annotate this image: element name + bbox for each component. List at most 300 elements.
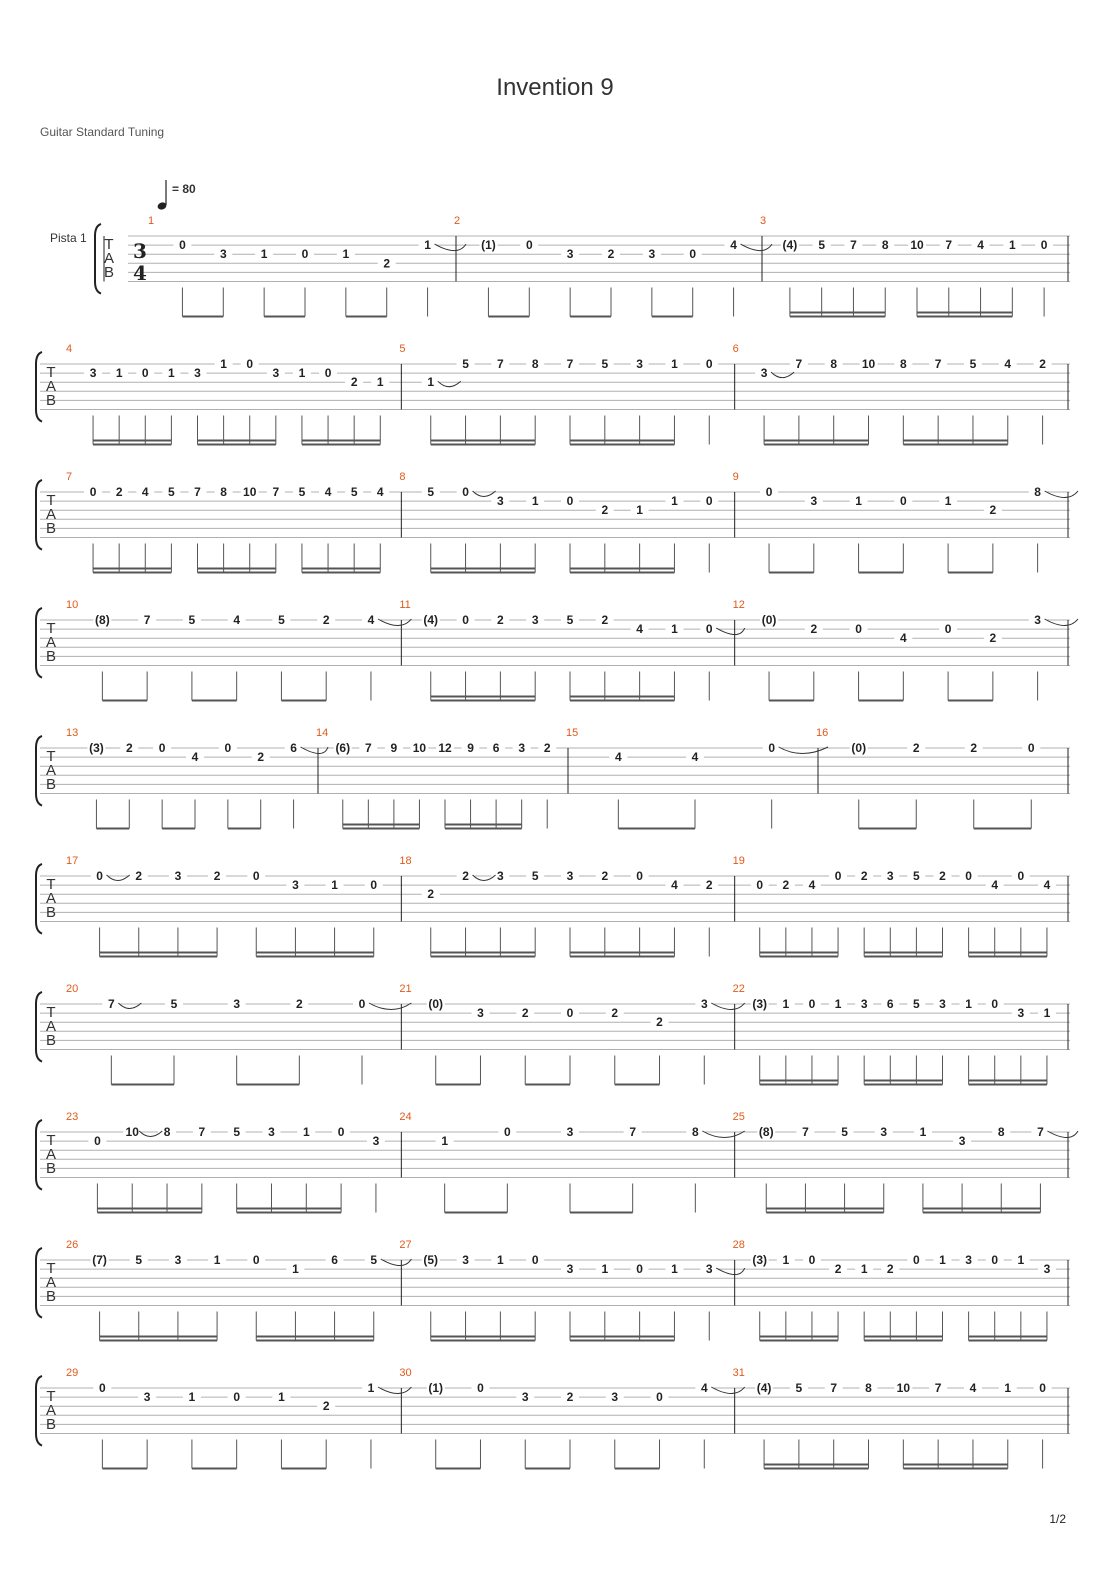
fret-number: 3 <box>89 366 97 381</box>
fret-number: 7 <box>795 357 803 371</box>
fret-number: 7 <box>1037 1125 1044 1139</box>
tab-clef-letter: A <box>103 250 115 267</box>
fret-number: 2 <box>383 256 391 271</box>
measure-number: 16 <box>816 727 829 739</box>
fret-number: 0 <box>141 366 149 381</box>
measure-number: 19 <box>732 855 745 867</box>
fret-number: 1 <box>636 503 643 518</box>
fret-number: 5 <box>370 1253 378 1267</box>
fret-number: 8 <box>997 1125 1005 1139</box>
score-title: Invention 9 <box>496 74 614 101</box>
tab-clef-letter: A <box>45 634 57 651</box>
fret-number: 2 <box>543 741 551 755</box>
fret-number: 1 <box>855 494 862 509</box>
fret-number: 2 <box>125 741 133 755</box>
measure-number: 20 <box>66 983 79 995</box>
tab-clef-letter: T <box>46 748 56 765</box>
fret-number: 5 <box>298 485 306 499</box>
fret-number: 0 <box>503 1125 511 1139</box>
fret-number: 3 <box>566 869 574 883</box>
tab-system <box>95 215 1070 317</box>
fret-number: 9 <box>390 741 398 755</box>
fret-number: 3 <box>1043 1262 1051 1277</box>
fret-number: 2 <box>912 741 920 755</box>
fret-number: 8 <box>865 1381 872 1395</box>
tab-clef-letter: B <box>45 1416 57 1433</box>
measure-number: 22 <box>732 983 745 995</box>
fret-number: 2 <box>322 613 330 627</box>
fret-number: 1 <box>220 357 227 371</box>
tab-clef-letter: A <box>45 1146 57 1163</box>
fret-number: 6 <box>492 741 500 755</box>
measure-number: 1 <box>148 215 155 227</box>
fret-number: 3 <box>566 247 574 262</box>
fret-number: 0 <box>89 485 97 499</box>
fret-number: 7 <box>934 357 942 371</box>
fret-number: 6 <box>331 1253 338 1267</box>
fret-number: 7 <box>850 238 857 253</box>
fret-number: 5 <box>135 1253 143 1267</box>
fret-number: 7 <box>364 741 372 755</box>
fret-number: 3 <box>705 1262 713 1277</box>
fret-number: 3 <box>194 366 201 381</box>
measure-number: 31 <box>732 1367 745 1379</box>
measure-number: 6 <box>732 343 739 355</box>
tab-clef-letter: B <box>45 520 57 537</box>
fret-number: 1 <box>944 494 952 509</box>
fret-number: (0) <box>851 741 867 755</box>
fret-number: 4 <box>1004 357 1012 371</box>
fret-number: 1 <box>965 997 972 1011</box>
fret-number: 0 <box>944 622 952 637</box>
fret-number: 0 <box>179 238 186 253</box>
fret-number: 4 <box>376 485 384 499</box>
fret-number: 3 <box>636 357 643 371</box>
fret-number: 3 <box>611 1390 619 1405</box>
fret-number: 6 <box>290 741 297 755</box>
measure-number: 9 <box>732 471 739 483</box>
tab-clef-letter: B <box>45 648 57 665</box>
system-bracket <box>36 1376 42 1446</box>
fret-number: 1 <box>188 1390 196 1405</box>
measure-number: 24 <box>399 1111 412 1123</box>
fret-number: 3 <box>1017 1006 1025 1021</box>
tab-clef-letter: B <box>103 264 115 281</box>
fret-number: 5 <box>795 1381 803 1395</box>
fret-number: 2 <box>607 247 615 262</box>
fret-number: 0 <box>94 1134 101 1149</box>
tab-system <box>36 727 1070 829</box>
fret-number: 1 <box>860 1262 868 1277</box>
fret-number: 3 <box>1034 613 1041 627</box>
fret-number: 3 <box>521 1390 529 1405</box>
tab-clef-letter: T <box>46 1260 56 1277</box>
tab-system <box>36 1111 1078 1213</box>
fret-number: 1 <box>298 366 306 381</box>
fret-number: 2 <box>322 1399 330 1414</box>
measure-number: 2 <box>454 215 461 227</box>
fret-number: 0 <box>252 869 260 883</box>
fret-number: 0 <box>636 869 643 883</box>
fret-number: 2 <box>1039 357 1046 371</box>
system-bracket <box>36 992 42 1062</box>
fret-number: 2 <box>295 997 303 1011</box>
fret-number: 1 <box>424 238 431 253</box>
fret-number: 1 <box>671 357 678 371</box>
fret-number: (0) <box>761 613 777 627</box>
measure-number: 14 <box>316 727 329 739</box>
fret-number: 1 <box>939 1253 946 1267</box>
measure-number: 23 <box>66 1111 79 1123</box>
measure-number: 7 <box>66 471 73 483</box>
fret-number: 5 <box>233 1125 241 1139</box>
fret-number: 4 <box>977 238 984 253</box>
fret-number: 0 <box>855 622 862 637</box>
fret-number: (6) <box>335 741 351 755</box>
fret-number: 0 <box>913 1253 920 1267</box>
fret-number: 0 <box>252 1253 260 1267</box>
fret-number: 0 <box>705 357 713 371</box>
fret-number: 4 <box>700 1381 708 1395</box>
fret-number: 4 <box>808 878 816 893</box>
system-bracket <box>36 480 42 550</box>
fret-number: 2 <box>497 613 504 627</box>
tab-clef-letter: B <box>45 392 57 409</box>
system-bracket <box>36 1248 42 1318</box>
measure-number: 21 <box>399 983 412 995</box>
fret-number: 10 <box>910 238 924 253</box>
tab-clef-letter: A <box>45 378 57 395</box>
fret-number: 7 <box>497 357 504 371</box>
fret-number: 2 <box>810 622 818 637</box>
tab-systems <box>36 215 1078 1469</box>
tab-clef-letter: T <box>46 1132 56 1149</box>
fret-number: 10 <box>896 1381 911 1395</box>
fret-number: 0 <box>808 997 816 1011</box>
fret-number: 2 <box>601 869 609 883</box>
time-signature-bottom: 4 <box>133 261 147 285</box>
fret-number: 5 <box>566 613 574 627</box>
fret-number: 4 <box>1043 878 1051 893</box>
fret-number: 8 <box>531 357 539 371</box>
fret-number: 0 <box>765 485 773 499</box>
tab-system <box>36 983 1070 1085</box>
measure-number: 4 <box>66 343 73 355</box>
fret-number: 1 <box>671 1262 678 1277</box>
fret-number: 1 <box>1008 238 1016 253</box>
fret-number: 3 <box>292 878 299 893</box>
fret-number: 2 <box>427 887 435 902</box>
fret-number: 1 <box>834 997 842 1011</box>
fret-number: (0) <box>428 997 444 1011</box>
tab-clef-letter: B <box>45 1288 57 1305</box>
fret-number: 4 <box>233 613 241 627</box>
fret-number: 1 <box>427 375 435 390</box>
tab-clef-letter: B <box>45 1160 57 1177</box>
tab-clef-letter: T <box>46 1004 56 1021</box>
fret-number: 0 <box>808 1253 816 1267</box>
fret-number: 0 <box>337 1125 345 1139</box>
fret-number: (4) <box>756 1381 772 1395</box>
fret-number: 2 <box>611 1006 619 1021</box>
fret-number: 0 <box>834 869 842 883</box>
system-bracket <box>95 224 101 294</box>
measure-number: 5 <box>399 343 406 355</box>
fret-number: 3 <box>700 997 708 1011</box>
fret-number: 5 <box>462 357 469 371</box>
fret-number: 1 <box>1004 1381 1012 1395</box>
fret-number: 3 <box>462 1253 469 1267</box>
fret-number: 0 <box>462 613 469 627</box>
fret-number: 5 <box>969 357 977 371</box>
fret-number: 7 <box>934 1381 942 1395</box>
fret-number: 1 <box>260 247 268 262</box>
fret-number: 4 <box>991 878 999 893</box>
fret-number: 2 <box>656 1015 663 1030</box>
fret-number: 3 <box>497 494 504 509</box>
tab-clef-letter: A <box>45 1274 57 1291</box>
fret-number: (4) <box>782 238 798 253</box>
fret-number: 2 <box>257 750 265 765</box>
fret-number: 1 <box>342 247 350 262</box>
fret-number: 3 <box>174 1253 182 1267</box>
tab-clef-letter: A <box>45 762 57 779</box>
tempo-marking <box>157 180 196 211</box>
fret-number: 2 <box>521 1006 529 1021</box>
fret-number: (7) <box>92 1253 107 1267</box>
fret-number: 3 <box>531 613 539 627</box>
fret-number: (8) <box>758 1125 774 1139</box>
fret-number: 1 <box>1043 1006 1051 1021</box>
fret-number: 2 <box>601 503 609 518</box>
fret-number: 7 <box>802 1125 809 1139</box>
fret-number: 3 <box>518 741 526 755</box>
fret-number: 4 <box>899 631 907 646</box>
measure-number: 13 <box>66 727 79 739</box>
fret-number: 7 <box>830 1381 838 1395</box>
fret-number: 0 <box>233 1390 241 1405</box>
fret-number: 1 <box>331 878 338 893</box>
fret-number: 1 <box>1017 1253 1025 1267</box>
fret-number: 3 <box>648 247 656 262</box>
tab-system <box>36 343 1070 445</box>
fret-number: 5 <box>350 485 358 499</box>
fret-number: 0 <box>531 1253 539 1267</box>
fret-number: (3) <box>752 1253 768 1267</box>
fret-number: 0 <box>1017 869 1025 883</box>
fret-number: (8) <box>95 613 110 627</box>
measure-number: 27 <box>399 1239 412 1251</box>
fret-number: 2 <box>566 1390 574 1405</box>
fret-number: 5 <box>427 485 435 499</box>
fret-number: 4 <box>969 1381 977 1395</box>
fret-number: 2 <box>834 1262 842 1277</box>
fret-number: 3 <box>143 1390 151 1405</box>
measure-number: 17 <box>66 855 79 867</box>
fret-number: 8 <box>899 357 907 371</box>
fret-number: 4 <box>324 485 332 499</box>
fret-number: (4) <box>423 613 439 627</box>
tuning-label: Guitar Standard Tuning <box>40 125 165 139</box>
fret-number: 1 <box>292 1262 299 1277</box>
fret-number: 1 <box>497 1253 504 1267</box>
measure-number: 3 <box>760 215 767 227</box>
fret-number: 3 <box>233 997 241 1011</box>
tab-clef-letter: T <box>46 492 56 509</box>
fret-number: 0 <box>566 494 574 509</box>
tab-clef-letter: B <box>45 1032 57 1049</box>
fret-number: 2 <box>135 869 143 883</box>
fret-number: 0 <box>1027 741 1035 755</box>
fret-number: 3 <box>174 869 182 883</box>
measure-number: 11 <box>399 599 411 611</box>
fret-number: 9 <box>467 741 474 755</box>
fret-number: 3 <box>958 1134 966 1149</box>
system-bracket <box>36 608 42 678</box>
measure-number: 30 <box>399 1367 412 1379</box>
fret-number: 0 <box>99 1381 106 1395</box>
fret-number: 3 <box>939 997 946 1011</box>
fret-number: (1) <box>481 238 496 253</box>
fret-number: 3 <box>860 997 868 1011</box>
fret-number: 0 <box>1040 238 1048 253</box>
fret-number: 5 <box>170 997 178 1011</box>
fret-number: 5 <box>601 357 609 371</box>
system-bracket <box>36 352 42 422</box>
tab-clef-letter: B <box>45 776 57 793</box>
fret-number: 10 <box>861 357 876 371</box>
fret-number: 5 <box>913 997 920 1011</box>
fret-number: 5 <box>818 238 826 253</box>
fret-number: 7 <box>566 357 574 371</box>
fret-number: 0 <box>689 247 697 262</box>
fret-number: 4 <box>614 750 622 765</box>
fret-number: 3 <box>566 1125 574 1139</box>
tab-clef-letter: A <box>45 506 57 523</box>
fret-number: 3 <box>372 1134 380 1149</box>
measure-number: 25 <box>732 1111 745 1123</box>
fret-number: 5 <box>913 869 920 883</box>
fret-number: (3) <box>89 741 104 755</box>
fret-number: 0 <box>1039 1381 1046 1395</box>
fret-number: 3 <box>566 1262 574 1277</box>
tab-clef-letter: A <box>45 1402 57 1419</box>
fret-number: 0 <box>636 1262 643 1277</box>
measure-number: 10 <box>66 599 79 611</box>
fret-number: 1 <box>782 1253 790 1267</box>
fret-number: 2 <box>213 869 221 883</box>
fret-number: 4 <box>691 750 699 765</box>
tab-system <box>36 1239 1070 1341</box>
tab-system <box>36 599 1078 701</box>
system-bracket <box>36 864 42 934</box>
fret-number: 0 <box>158 741 166 755</box>
tab-clef-letter: B <box>45 904 57 921</box>
fret-number: 0 <box>477 1381 484 1395</box>
fret-number: 8 <box>163 1125 171 1139</box>
fret-number: 1 <box>919 1125 927 1139</box>
fret-number: 8 <box>220 485 227 499</box>
fret-number: 10 <box>412 741 427 755</box>
fret-number: 4 <box>191 750 199 765</box>
fret-number: 3 <box>880 1125 888 1139</box>
fret-number: 5 <box>188 613 196 627</box>
fret-number: 5 <box>531 869 539 883</box>
fret-number: 0 <box>462 485 469 499</box>
fret-number: 7 <box>194 485 201 499</box>
fret-number: 4 <box>141 485 149 499</box>
fret-number: 0 <box>705 494 713 509</box>
tab-clef-letter: A <box>45 1018 57 1035</box>
fret-number: 3 <box>965 1253 972 1267</box>
fret-number: 1 <box>671 622 678 637</box>
fret-number: 1 <box>213 1253 221 1267</box>
tab-system <box>36 855 1070 957</box>
fret-number: 7 <box>107 997 115 1011</box>
fret-number: 0 <box>370 878 378 893</box>
measure-number: 8 <box>399 471 406 483</box>
fret-number: 1 <box>441 1134 449 1149</box>
fret-number: 4 <box>367 613 375 627</box>
fret-number: 0 <box>566 1006 574 1021</box>
fret-number: 2 <box>115 485 123 499</box>
fret-number: 5 <box>278 613 285 627</box>
fret-number: 0 <box>301 247 309 262</box>
fret-number: 7 <box>945 238 953 253</box>
fret-number: 1 <box>278 1390 285 1405</box>
fret-number: 10 <box>125 1125 139 1139</box>
fret-number: 0 <box>525 238 533 253</box>
fret-number: 5 <box>168 485 175 499</box>
fret-number: 0 <box>768 741 776 755</box>
tab-clef-letter: A <box>45 890 57 907</box>
fret-number: 2 <box>860 869 868 883</box>
fret-number: (5) <box>423 1253 439 1267</box>
measure-number: 29 <box>66 1367 79 1379</box>
fret-number: 3 <box>272 366 280 381</box>
fret-number: 12 <box>438 741 452 755</box>
fret-number: 4 <box>636 622 643 637</box>
page-number: 1/2 <box>1049 1512 1066 1526</box>
system-bracket <box>36 736 42 806</box>
fret-number: 1 <box>302 1125 310 1139</box>
tab-system <box>36 1367 1070 1469</box>
measure-number: 18 <box>399 855 412 867</box>
fret-number: 2 <box>939 869 946 883</box>
measure-number: 12 <box>732 599 745 611</box>
fret-number: 3 <box>886 869 894 883</box>
time-signature-top: 3 <box>133 239 147 263</box>
fret-number: 3 <box>760 366 768 381</box>
measure-number: 15 <box>566 727 579 739</box>
fret-number: 10 <box>243 485 257 499</box>
tab-clef-letter: T <box>46 620 56 637</box>
fret-number: 0 <box>965 869 972 883</box>
fret-number: 1 <box>367 1381 375 1395</box>
fret-number: 2 <box>705 878 713 893</box>
fret-number: 2 <box>350 375 358 390</box>
fret-number: 0 <box>96 869 103 883</box>
fret-number: 0 <box>246 357 254 371</box>
tab-system <box>36 471 1078 573</box>
fret-number: 5 <box>841 1125 848 1139</box>
fret-number: 4 <box>730 238 737 253</box>
fret-number: 6 <box>886 997 894 1011</box>
fret-number: 2 <box>970 741 978 755</box>
fret-number: 0 <box>224 741 232 755</box>
fret-number: 4 <box>671 878 678 893</box>
fret-number: 0 <box>324 366 332 381</box>
